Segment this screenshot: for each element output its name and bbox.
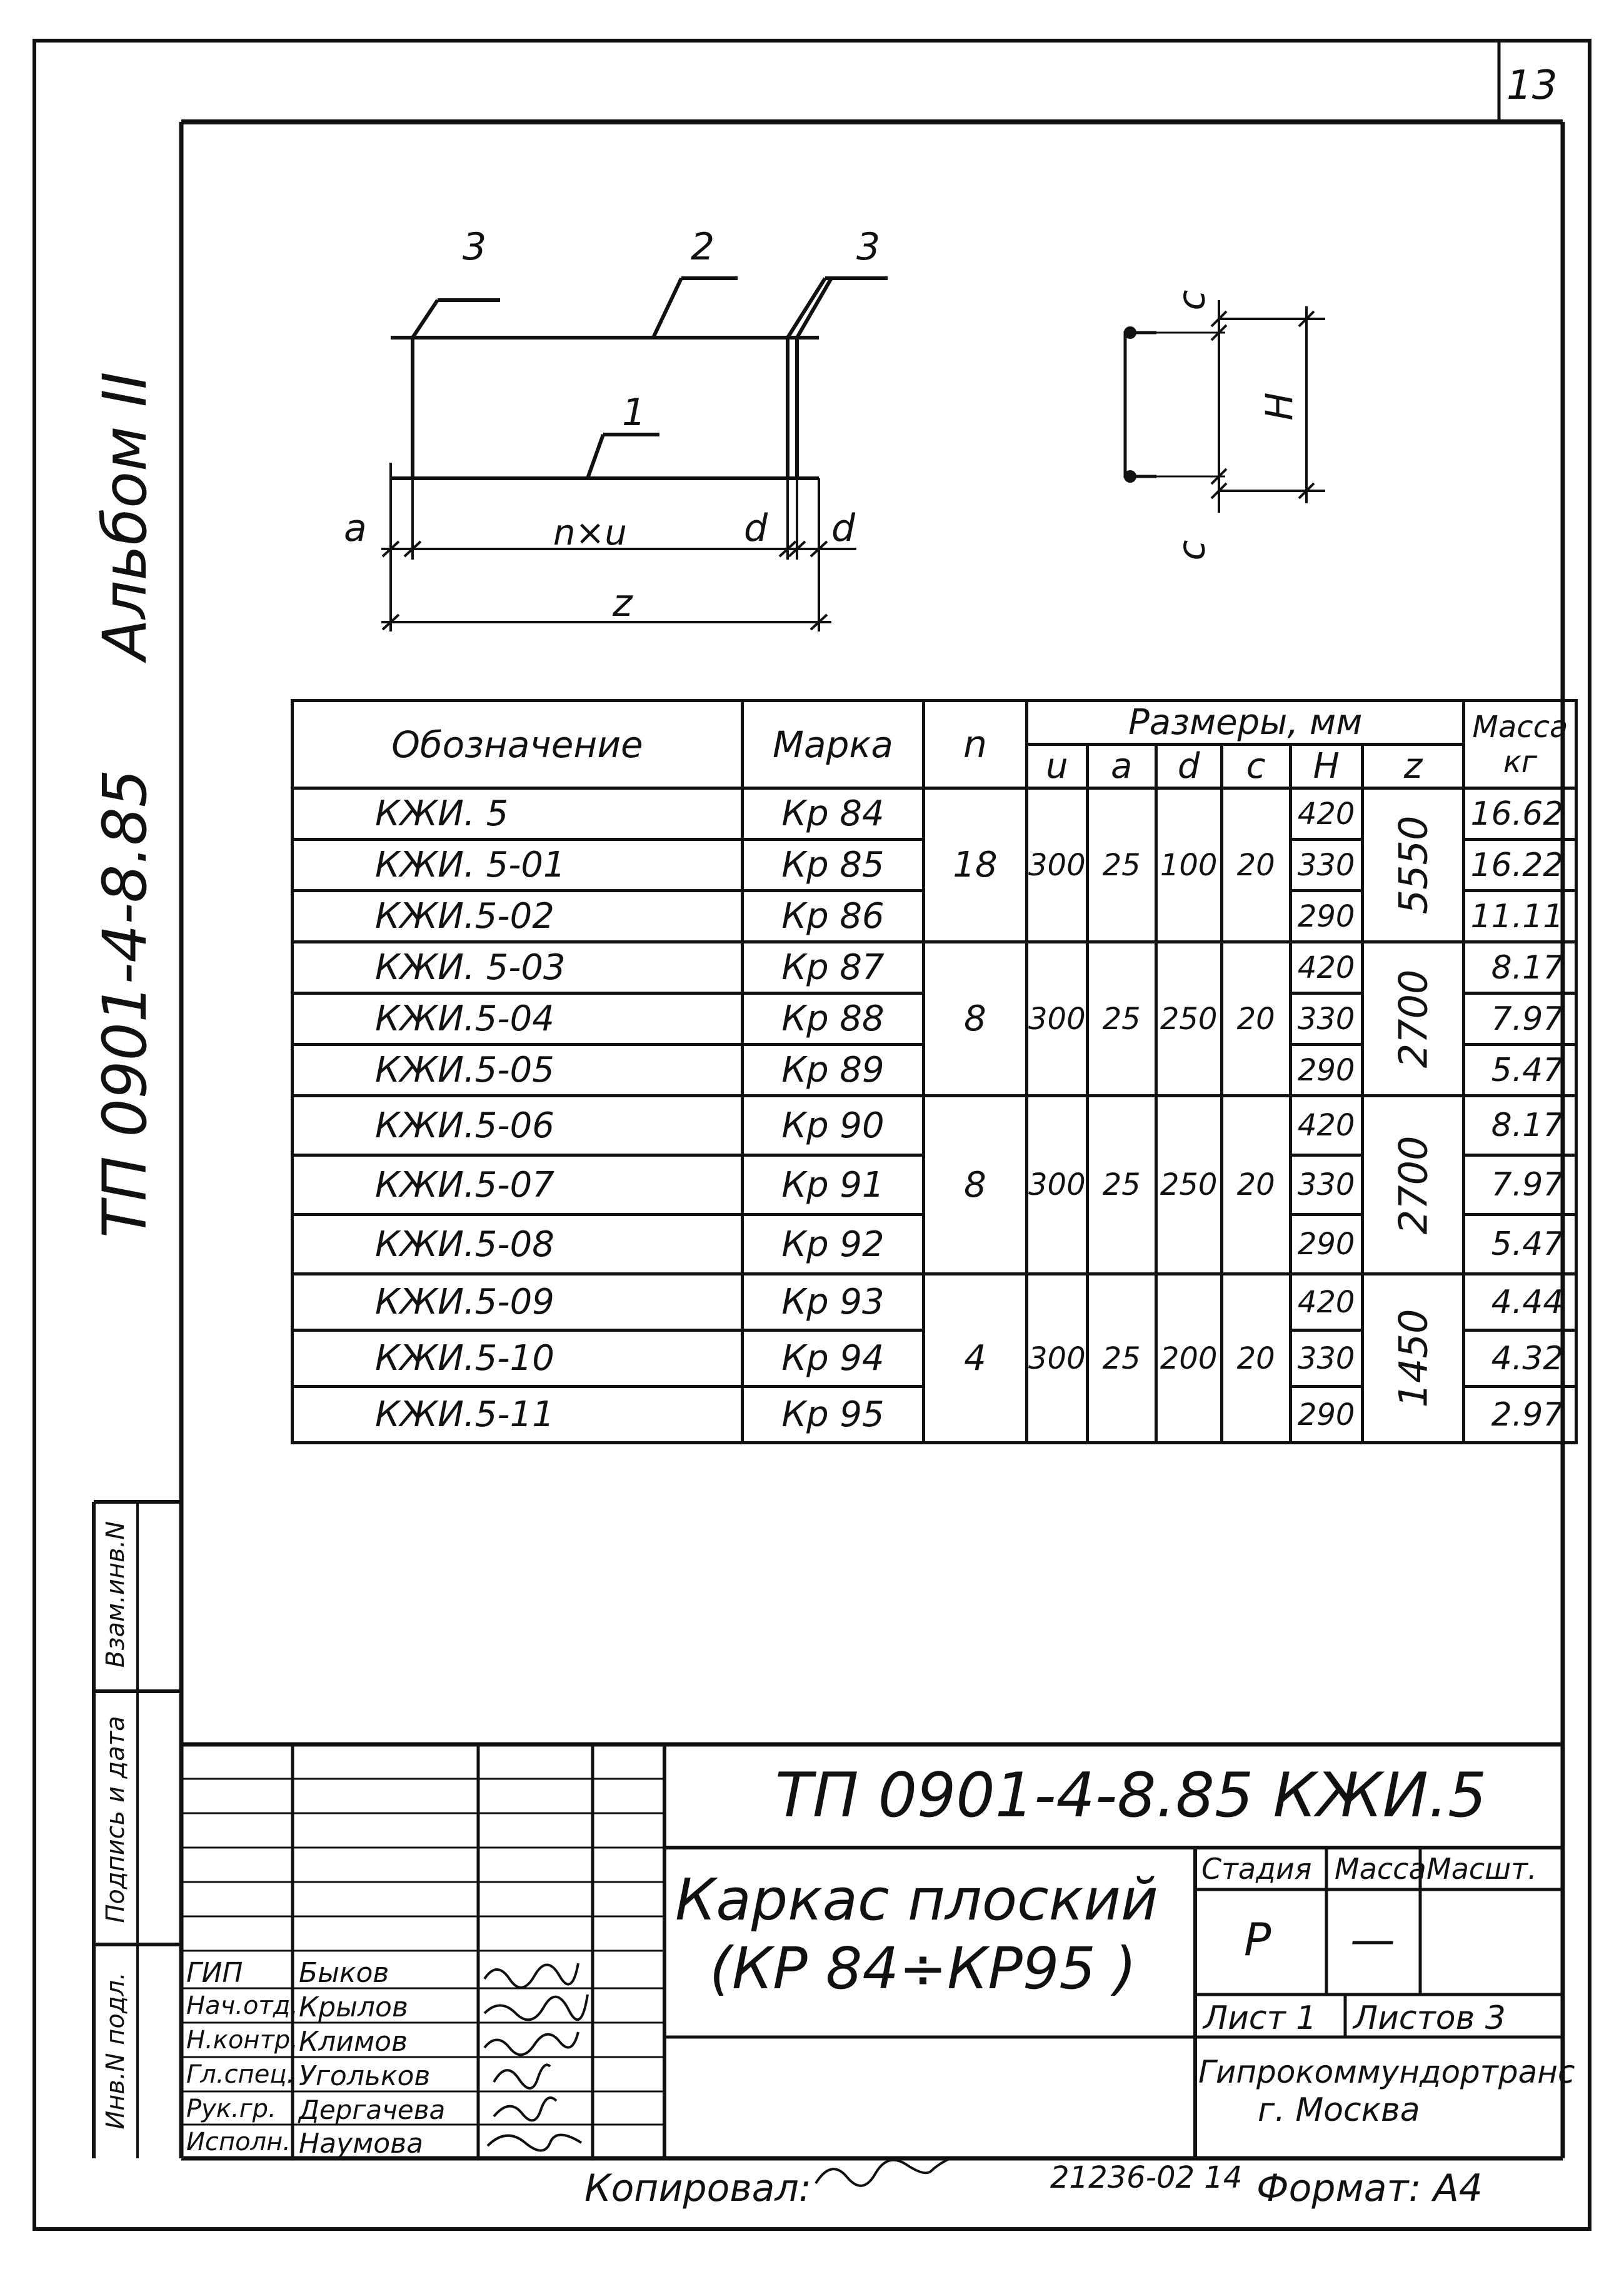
- sheet-number: Лист 1: [1203, 2000, 1317, 2037]
- group-c: 20: [1221, 1274, 1290, 1443]
- dim-label-a: a: [344, 506, 367, 550]
- group-c: 20: [1221, 788, 1290, 942]
- row-mass: 5.47: [1464, 1215, 1576, 1274]
- row-h: 290: [1290, 1387, 1362, 1443]
- row-mark: Кр 84: [743, 788, 924, 840]
- row-h: 290: [1290, 891, 1362, 942]
- stage-label: Стадия: [1201, 1852, 1312, 1886]
- header-mass: Масса кг: [1464, 701, 1576, 788]
- row-mass: 8.17: [1464, 942, 1576, 994]
- group-a: 25: [1087, 1274, 1156, 1443]
- row-mass: 16.22: [1464, 840, 1576, 891]
- row-h: 290: [1290, 1215, 1362, 1274]
- dim-label-d1: d: [744, 506, 768, 550]
- dim-label-c-bottom: c: [1170, 540, 1214, 561]
- role-label: Н.контр.: [186, 2026, 298, 2055]
- row-mark: Кр 88: [743, 994, 924, 1045]
- header-d: d: [1156, 745, 1221, 788]
- row-mass: 8.17: [1464, 1096, 1576, 1155]
- header-a: a: [1087, 745, 1156, 788]
- row-mass: 4.44: [1464, 1274, 1576, 1331]
- group-z-value: 2700: [1390, 1135, 1436, 1234]
- header-n: n: [924, 701, 1027, 788]
- row-designation: КЖИ.5-09: [293, 1274, 743, 1331]
- row-mark: Кр 85: [743, 840, 924, 891]
- paper-format: Формат: А4: [1256, 2166, 1483, 2210]
- group-c: 20: [1221, 942, 1290, 1096]
- header-designation: Обозначение: [293, 701, 743, 788]
- document-name-line1: Каркас плоский: [675, 1866, 1158, 1933]
- header-u: u: [1027, 745, 1088, 788]
- dim-label-c-top: c: [1170, 289, 1214, 311]
- row-designation: КЖИ.5-10: [293, 1331, 743, 1387]
- sheets-total: Листов 3: [1353, 2000, 1506, 2037]
- leader-label-3-right: 3: [856, 225, 881, 269]
- row-mark: Кр 87: [743, 942, 924, 994]
- group-d: 200: [1156, 1274, 1221, 1443]
- document-code: ТП 0901-4-8.85 КЖИ.5: [775, 1760, 1487, 1831]
- row-mark: Кр 92: [743, 1215, 924, 1274]
- person-name: Дергачева: [299, 2095, 446, 2125]
- person-name: Угольков: [299, 2060, 431, 2092]
- role-label: Нач.отд.: [186, 1991, 299, 2020]
- row-mass: 11.11: [1464, 891, 1576, 942]
- row-h: 420: [1290, 1274, 1362, 1331]
- leader-label-3-left: 3: [463, 225, 487, 269]
- row-designation: КЖИ.5-11: [293, 1387, 743, 1443]
- leader-label-2: 2: [691, 225, 715, 269]
- organization-name: Гипрокоммундортранс: [1198, 2054, 1575, 2090]
- row-designation: КЖИ.5-02: [293, 891, 743, 942]
- stamp-label-vzam: Взам.инв.N: [101, 1521, 130, 1668]
- header-h: H: [1290, 745, 1362, 788]
- row-mark: Кр 89: [743, 1045, 924, 1096]
- row-mark: Кр 95: [743, 1387, 924, 1443]
- mass-label: Масса: [1335, 1852, 1426, 1886]
- row-mark: Кр 86: [743, 891, 924, 942]
- document-name-line2: (КР 84÷КР95 ): [709, 1935, 1137, 2002]
- group-d: 250: [1156, 1096, 1221, 1274]
- row-designation: КЖИ.5-06: [293, 1096, 743, 1155]
- row-mark: Кр 94: [743, 1331, 924, 1387]
- dim-label-d2: d: [831, 506, 856, 550]
- row-mass: 16.62: [1464, 788, 1576, 840]
- role-label: Гл.спец.: [186, 2060, 295, 2089]
- row-h: 330: [1290, 1331, 1362, 1387]
- row-mass: 5.47: [1464, 1045, 1576, 1096]
- inventory-number: 21236-02 14: [1050, 2160, 1243, 2195]
- group-a: 25: [1087, 942, 1156, 1096]
- row-mark: Кр 91: [743, 1155, 924, 1215]
- group-z-value: 2700: [1390, 969, 1436, 1069]
- role-label: Исполн.: [186, 2128, 291, 2156]
- row-designation: КЖИ. 5: [293, 788, 743, 840]
- row-mass: 7.97: [1464, 994, 1576, 1045]
- row-designation: КЖИ. 5-01: [293, 840, 743, 891]
- group-n: 8: [924, 1096, 1027, 1274]
- group-d: 100: [1156, 788, 1221, 942]
- mass-value: —: [1350, 1913, 1395, 1966]
- row-h: 330: [1290, 840, 1362, 891]
- group-n: 18: [924, 788, 1027, 942]
- organization-city: г. Москва: [1258, 2091, 1420, 2129]
- group-n: 8: [924, 942, 1027, 1096]
- person-name: Климов: [299, 2026, 408, 2058]
- group-d: 250: [1156, 942, 1221, 1096]
- stamp-label-inv: Инв.N подл.: [101, 1972, 130, 2130]
- row-h: 420: [1290, 1096, 1362, 1155]
- page-number: 13: [1506, 63, 1558, 109]
- header-sizes: Размеры, мм: [1027, 701, 1464, 745]
- dim-label-nxu: n×u: [553, 513, 627, 553]
- row-designation: КЖИ.5-04: [293, 994, 743, 1045]
- row-designation: КЖИ.5-08: [293, 1215, 743, 1274]
- group-u: 300: [1027, 942, 1088, 1096]
- row-designation: КЖИ.5-07: [293, 1155, 743, 1215]
- row-mark: Кр 90: [743, 1096, 924, 1155]
- group-u: 300: [1027, 1096, 1088, 1274]
- row-designation: КЖИ. 5-03: [293, 942, 743, 994]
- person-name: Быков: [299, 1957, 389, 1989]
- group-u: 300: [1027, 1274, 1088, 1443]
- person-name: Крылов: [299, 1991, 408, 2023]
- row-h: 420: [1290, 788, 1362, 840]
- dim-label-h: H: [1258, 392, 1302, 421]
- group-c: 20: [1221, 1096, 1290, 1274]
- dim-label-z: z: [613, 581, 633, 625]
- row-designation: КЖИ.5-05: [293, 1045, 743, 1096]
- row-mark: Кр 93: [743, 1274, 924, 1331]
- header-mark: Марка: [743, 701, 924, 788]
- row-mass: 7.97: [1464, 1155, 1576, 1215]
- row-mass: 4.32: [1464, 1331, 1576, 1387]
- role-label: ГИП: [186, 1957, 243, 1989]
- group-a: 25: [1087, 788, 1156, 942]
- scale-label: Масшт.: [1426, 1852, 1537, 1886]
- group-n: 4: [924, 1274, 1027, 1443]
- album-label: Альбом II: [90, 371, 160, 660]
- copied-label: Копировал:: [584, 2166, 812, 2210]
- stage-value: Р: [1244, 1913, 1271, 1966]
- row-h: 330: [1290, 994, 1362, 1045]
- side-project-code: ТП 0901-4-8.85: [90, 769, 160, 1238]
- row-h: 290: [1290, 1045, 1362, 1096]
- leader-label-1: 1: [622, 391, 646, 435]
- row-mass: 2.97: [1464, 1387, 1576, 1443]
- group-u: 300: [1027, 788, 1088, 942]
- role-label: Рук.гр.: [186, 2095, 276, 2123]
- group-z-value: 1450: [1390, 1309, 1436, 1408]
- header-z: z: [1362, 745, 1464, 788]
- stamp-label-sign: Подпись и дата: [101, 1716, 130, 1923]
- row-h: 330: [1290, 1155, 1362, 1215]
- row-h: 420: [1290, 942, 1362, 994]
- group-z-value: 5550: [1390, 815, 1436, 915]
- person-name: Наумова: [299, 2128, 424, 2160]
- header-c: c: [1221, 745, 1290, 788]
- group-a: 25: [1087, 1096, 1156, 1274]
